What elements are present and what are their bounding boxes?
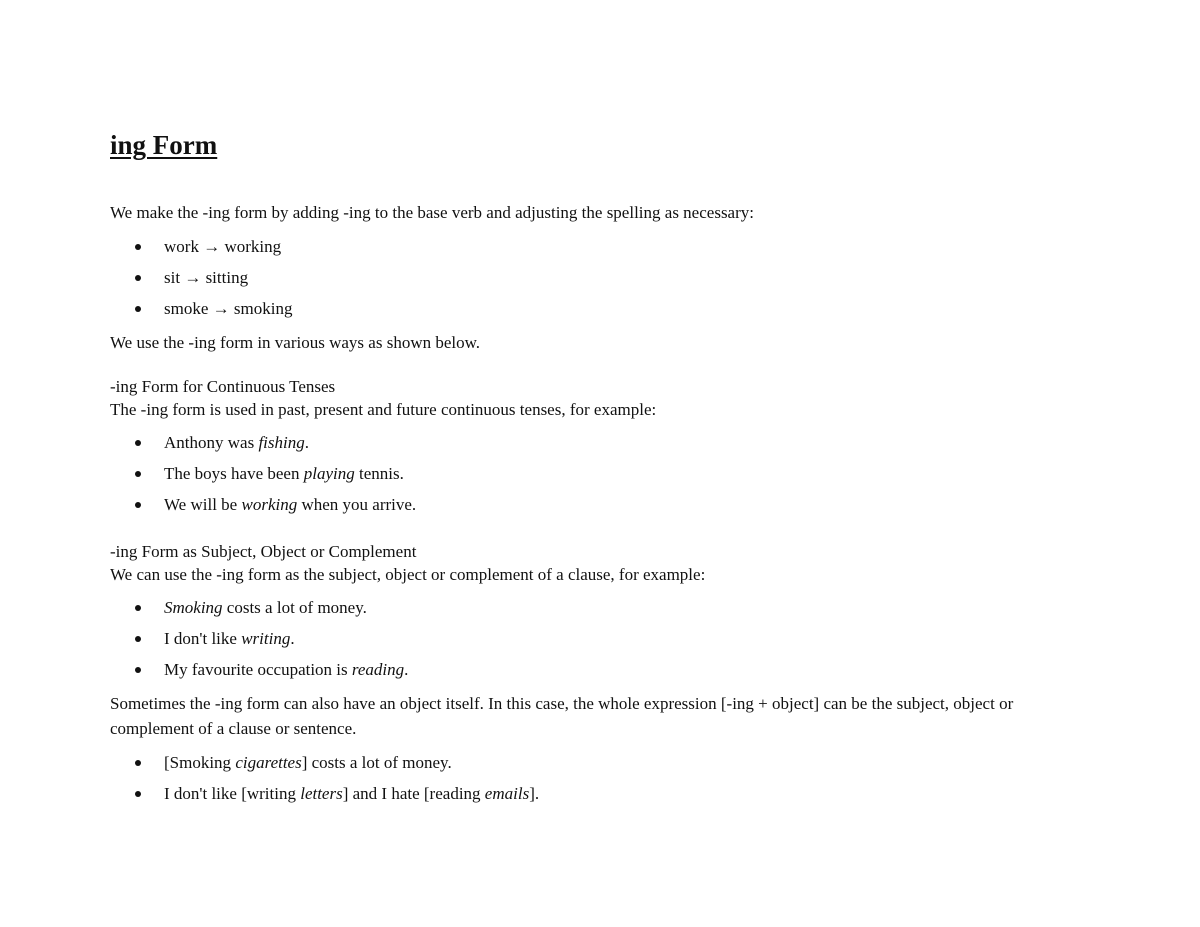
list-item: I don't like writing. [110,623,1100,654]
document-page [110,128,1100,815]
list-item: Anthony was fishing. [110,427,1100,458]
list-item: We will be working when you arrive. [110,489,1100,520]
usage-intro: We use the -ing form in various ways as shown below. [110,333,481,352]
bullet-icon [135,244,141,250]
bullet-icon [135,667,141,673]
bullet-icon [135,791,141,797]
object-examples-list [110,747,1100,809]
page-title: ing Form [110,130,218,160]
list-item: [Smoking cigarettes] costs a lot of money. [110,747,1100,778]
section-heading-continuous: -ing Form for Continuous Tenses [110,377,336,396]
bullet-icon [135,306,141,312]
list-item: work → working [110,231,1100,262]
continuous-examples-list [110,427,1100,520]
section-heading-subject: -ing Form as Subject, Object or Complement [110,542,417,561]
section-text-continuous: The -ing form is used in past, present and future continuous tenses, for example: [110,400,657,419]
list-item: Smoking costs a lot of money. [110,592,1100,623]
list-item: My favourite occupation is reading. [110,654,1100,685]
intro-paragraph: We make the -ing form by adding -ing to the base verb and adjusting the spelling as necessary: [110,203,754,222]
object-paragraph: Sometimes the -ing form can also have an object itself. In this case, the whole expression [-ing + object] can be the subject, object or complement of a clause or sentence. [110,694,1014,738]
bullet-icon [135,760,141,766]
section-text-subject: We can use the -ing form as the subject, object or complement of a clause, for example: [110,565,706,584]
bullet-icon [135,275,141,281]
subject-examples-list [110,592,1100,685]
bullet-icon [135,605,141,611]
bullet-icon [135,471,141,477]
bullet-icon [135,636,141,642]
formation-list [110,231,1100,324]
list-item: sit → sitting [110,262,1100,293]
list-item: The boys have been playing tennis. [110,458,1100,489]
list-item: smoke → smoking [110,293,1100,324]
list-item: I don't like [writing letters] and I hate [reading emails]. [110,778,1100,809]
bullet-icon [135,502,141,508]
bullet-icon [135,440,141,446]
